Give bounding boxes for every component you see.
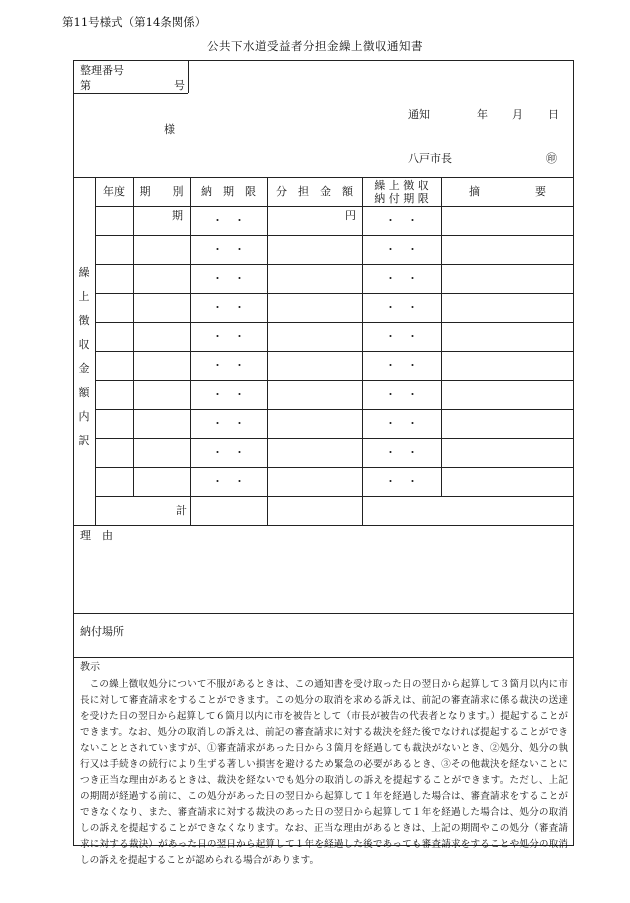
instruction-label: 教示 bbox=[80, 662, 100, 673]
accel-date-dots: ・ ・ bbox=[385, 388, 418, 401]
reference-box-right bbox=[188, 60, 189, 93]
period-unit: 期 bbox=[172, 209, 183, 222]
accel-date-dots: ・ ・ bbox=[385, 243, 418, 256]
accel-date-dots: ・ ・ bbox=[385, 417, 418, 430]
instruction-text: この繰上徴収処分について不服があるときは、この通知書を受け取った日の翌日から起算して３箇月以内に市長に対して審査請求をすることができます。この処分の取消を求める訴えは、前記の審査請求に係る裁決の送達を受けた日の翌日から起算して６箇月以内に市を被告として（市長が被告の代表者となります。）提起することができます。なお、処分の取消しの訴えは、前記の審査請求に対する裁決を経た後でなければ提起することができないこととされていますが、①審査請求があった日から３箇月を経過しても裁決がないとき、②処分、処分の執行又は手続きの続行により生ずる著しい損害を避けるため緊急の必要があるとき、③その他裁決を経ないことにつき正当な理由があるときは、裁決を経ないでも処分の取消しの訴えを提起することができます。ただし、上記の期間が経過する前に、この処分があった日の翌日から起算して１年を経過した場合は、審査請求をすることができなくなり、また、審査請求に対する裁決のあった日の翌日から起算して１年を経過した場合は、処分の取消しの訴えを提起することができなくなります。なお、正当な理由があるときは、上記の期間やこの処分（審査請求に対する裁決）があった日の翌日から起算して１年を経過した後であっても審査請求をすることや処分の取消しの訴えを提起することが認められる場合があります。 bbox=[80, 679, 568, 866]
due-date-dots: ・ ・ bbox=[212, 330, 245, 343]
row-line-3 bbox=[95, 293, 574, 294]
reference-go: 号 bbox=[174, 79, 185, 92]
row-line-6 bbox=[95, 380, 574, 381]
due-date-dots: ・ ・ bbox=[212, 359, 245, 372]
row-line-9 bbox=[95, 467, 574, 468]
side-label-char: 金 bbox=[78, 362, 90, 375]
reason-bottom-line bbox=[73, 613, 574, 614]
reason-label: 理 由 bbox=[80, 529, 113, 542]
notice-month: 月 bbox=[512, 108, 523, 121]
row-line-8 bbox=[95, 438, 574, 439]
col-line-year bbox=[133, 177, 134, 496]
accel-date-dots: ・ ・ bbox=[385, 301, 418, 314]
instruction-text-block bbox=[80, 677, 568, 869]
accel-date-dots: ・ ・ bbox=[385, 272, 418, 285]
addressee-sama: 様 bbox=[164, 123, 175, 136]
due-date-dots: ・ ・ bbox=[212, 301, 245, 314]
reference-label: 整理番号 bbox=[80, 64, 124, 77]
accel-date-dots: ・ ・ bbox=[385, 475, 418, 488]
seal-mark: ㊞ bbox=[546, 152, 557, 165]
reference-box-bottom bbox=[73, 93, 188, 94]
accel-date-dots: ・ ・ bbox=[385, 330, 418, 343]
row-line-5 bbox=[95, 351, 574, 352]
side-label-char: 訳 bbox=[78, 434, 90, 447]
side-label-char: 徴 bbox=[78, 314, 90, 327]
accel-date-dots: ・ ・ bbox=[385, 446, 418, 459]
due-date-dots: ・ ・ bbox=[212, 417, 245, 430]
header-due-date: 納 期 限 bbox=[201, 185, 256, 198]
notice-label: 通知 bbox=[408, 108, 430, 121]
document-title: 公共下水道受益者分担金繰上徴収通知書 bbox=[207, 39, 423, 53]
due-date-dots: ・ ・ bbox=[212, 214, 245, 227]
notice-day: 日 bbox=[548, 108, 559, 121]
reference-dai: 第 bbox=[80, 79, 91, 92]
col-line-accel bbox=[441, 177, 442, 496]
payment-place-bottom-line bbox=[73, 657, 574, 658]
header-remarks: 摘 要 bbox=[469, 185, 546, 198]
due-date-dots: ・ ・ bbox=[212, 272, 245, 285]
due-date-dots: ・ ・ bbox=[212, 243, 245, 256]
row-line-header bbox=[95, 206, 574, 207]
mayor-name: 八戸市長 bbox=[408, 152, 452, 165]
row-line-2 bbox=[95, 264, 574, 265]
row-line-7 bbox=[95, 409, 574, 410]
side-label-char: 額 bbox=[78, 386, 90, 399]
side-label-char: 繰 bbox=[78, 266, 90, 279]
side-label-char: 上 bbox=[78, 290, 90, 303]
accel-date-dots: ・ ・ bbox=[385, 214, 418, 227]
notice-year: 年 bbox=[477, 108, 488, 121]
table-bottom-line bbox=[73, 525, 574, 526]
row-line-4 bbox=[95, 322, 574, 323]
amount-unit: 円 bbox=[345, 209, 356, 222]
table-top-line bbox=[73, 177, 574, 178]
row-line-1 bbox=[95, 235, 574, 236]
header-period: 期 別 bbox=[139, 185, 184, 198]
row-line-10 bbox=[95, 496, 574, 497]
header-accel-due-1: 繰 上 徴 収 bbox=[374, 179, 429, 192]
side-label-char: 内 bbox=[78, 410, 90, 423]
due-date-dots: ・ ・ bbox=[212, 446, 245, 459]
side-label-char: 収 bbox=[78, 338, 90, 351]
total-label: 計 bbox=[176, 504, 187, 517]
accel-date-dots: ・ ・ bbox=[385, 359, 418, 372]
payment-place-label: 納付場所 bbox=[80, 625, 124, 638]
header-accel-due-2: 納 付 期 限 bbox=[374, 192, 429, 205]
header-year: 年度 bbox=[103, 185, 125, 198]
due-date-dots: ・ ・ bbox=[212, 475, 245, 488]
form-number: 第11号様式（第14条関係） bbox=[62, 15, 207, 29]
header-amount: 分 担 金 額 bbox=[276, 185, 353, 198]
due-date-dots: ・ ・ bbox=[212, 388, 245, 401]
